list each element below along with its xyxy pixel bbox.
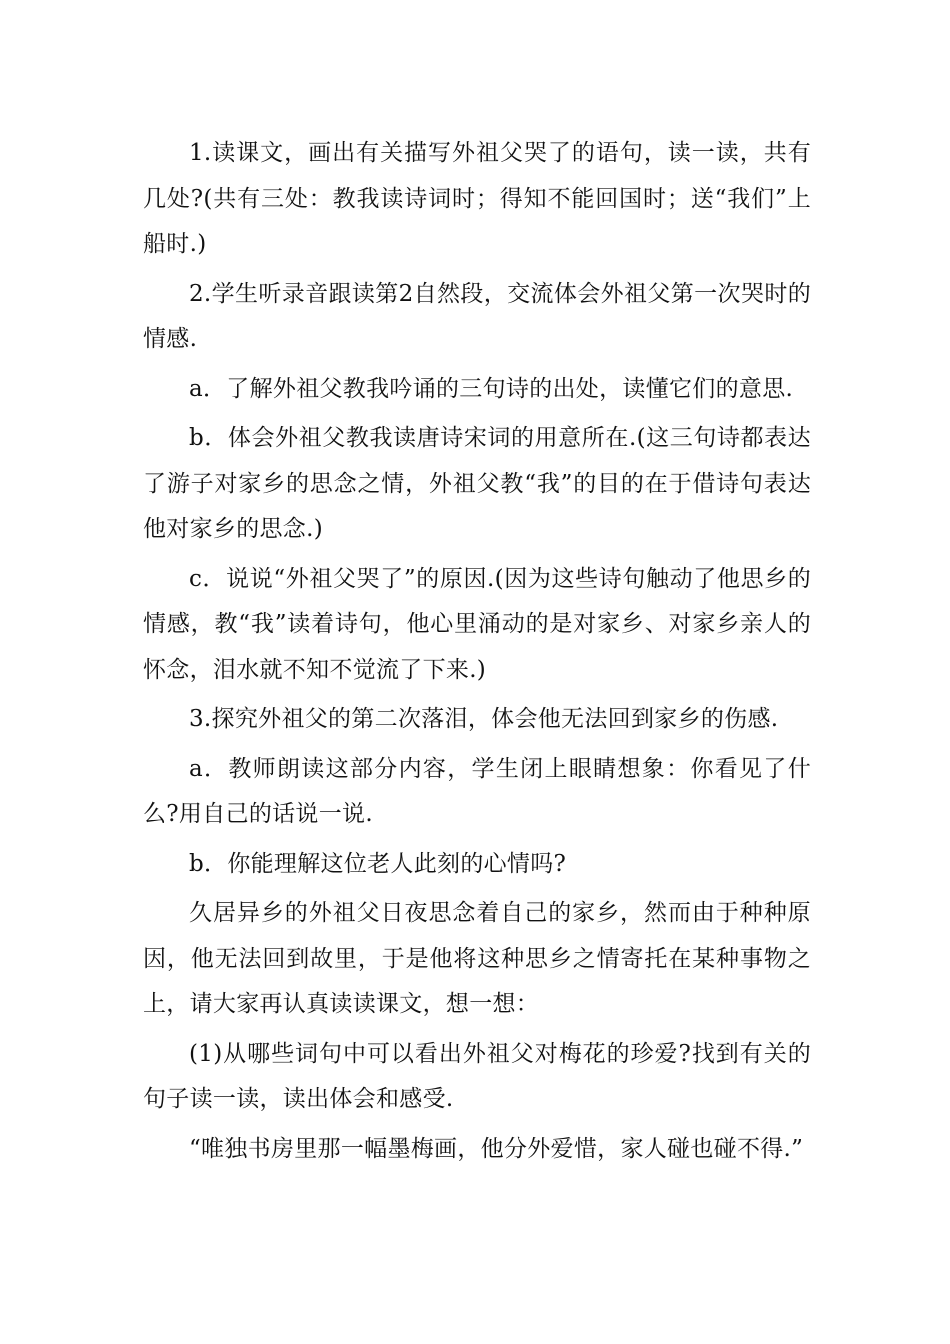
paragraph-1: 1.读课文，画出有关描写外祖父哭了的语句，读一读，共有几处?(共有三处：教我读诗词时；得知不能回国时；送“我们”上船时.) bbox=[143, 140, 811, 257]
paragraph-8: b．你能理解这位老人此刻的心情吗? bbox=[189, 850, 567, 877]
paragraph-9: 久居异乡的外祖父日夜思念着自己的家乡，然而由于种种原因，他无法回到故里，于是他将这种思乡之情寄托在某种事物之上，请大家再认真读读课文，想一想： bbox=[143, 900, 811, 1017]
paragraph-7: a．教师朗读这部分内容，学生闭上眼睛想象：你看见了什么?用自己的话说一说. bbox=[143, 755, 811, 827]
paragraph-4: b．体会外祖父教我读唐诗宋词的用意所在.(这三句诗都表达了游子对家乡的思念之情，外祖父教“我”的目的在于借诗句表达他对家乡的思念.) bbox=[143, 425, 811, 542]
paragraph-10: (1)从哪些词句中可以看出外祖父对梅花的珍爱?找到有关的句子读一读，读出体会和感受. bbox=[143, 1040, 811, 1112]
paragraph-6: 3.探究外祖父的第二次落泪，体会他无法回到家乡的伤感. bbox=[189, 706, 779, 732]
paragraph-5: c．说说“外祖父哭了”的原因.(因为这些诗句触动了他思乡的情感，教“我”读着诗句，他心里涌动的是对家乡、对家乡亲人的怀念，泪水就不知不觉流了下来.) bbox=[143, 565, 811, 683]
paragraph-3: a．了解外祖父教我吟诵的三句诗的出处，读懂它们的意思. bbox=[189, 375, 794, 402]
document-body bbox=[143, 131, 811, 1176]
paragraph-11: “唯独书房里那一幅墨梅画，他分外爱惜，家人碰也碰不得.” bbox=[189, 1135, 804, 1162]
paragraph-2: 2.学生听录音跟读第2自然段，交流体会外祖父第一次哭时的情感. bbox=[143, 280, 811, 352]
